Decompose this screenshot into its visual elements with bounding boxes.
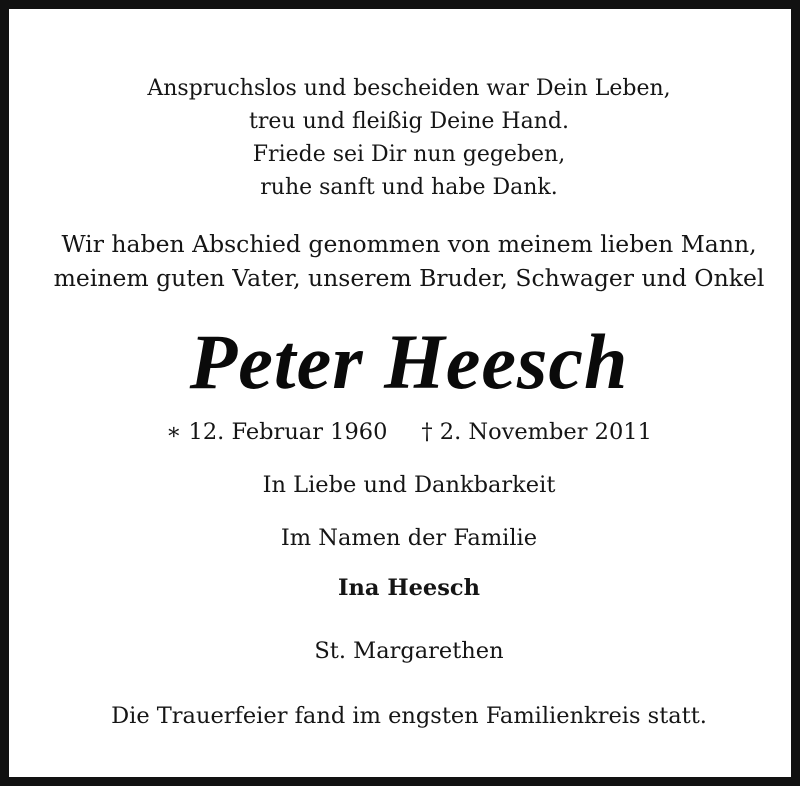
- death-date: † 2. November 2011: [421, 419, 652, 445]
- birth-date: ∗ 12. Februar 1960: [166, 419, 388, 445]
- funeral-note: Die Trauerfeier fand im engsten Familienkreis statt.: [111, 703, 707, 729]
- on-behalf-text: Im Namen der Familie: [280, 525, 538, 551]
- life-dates: [9, 417, 800, 447]
- signatory-name: Ina Heesch: [338, 575, 480, 601]
- intro-line-1: Wir haben Abschied genommen von meinem lieben Mann,: [61, 230, 757, 258]
- deceased-name: Peter Heesch: [189, 318, 629, 405]
- verse-line-1: Anspruchslos und bescheiden war Dein Leben,: [147, 76, 671, 101]
- verse-line-2: treu und fleißig Deine Hand.: [249, 109, 569, 134]
- location-text: St. Margarethen: [314, 638, 504, 664]
- intro-line-2: meinem guten Vater, unserem Bruder, Schwager und Onkel: [53, 264, 765, 292]
- verse-line-4: ruhe sanft und habe Dank.: [260, 175, 558, 200]
- tribute-text: In Liebe und Dankbarkeit: [262, 472, 556, 498]
- verse-line-3: Friede sei Dir nun gegeben,: [252, 142, 566, 167]
